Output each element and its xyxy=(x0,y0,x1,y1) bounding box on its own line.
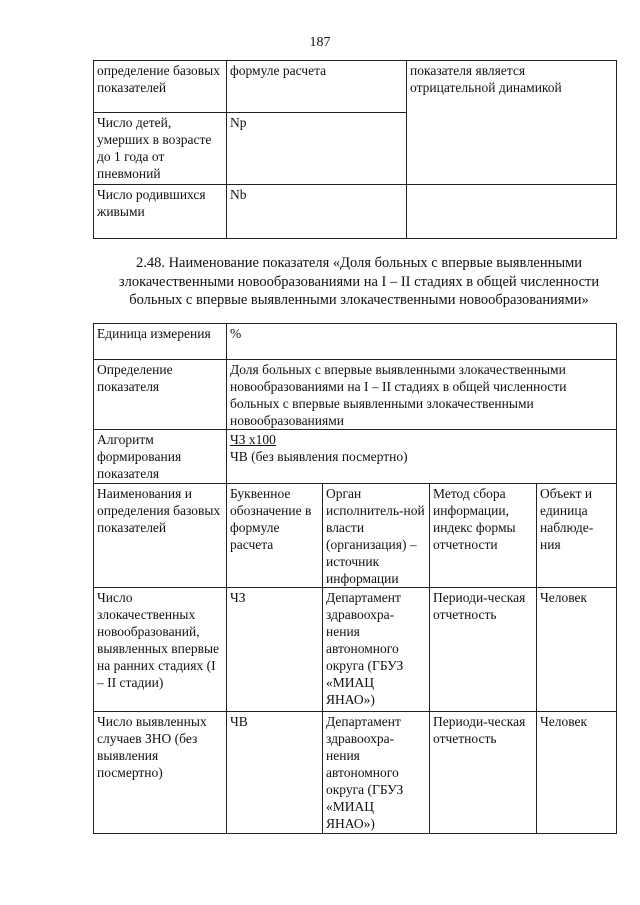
table-cell: Человек xyxy=(537,712,617,834)
formula xyxy=(227,430,617,484)
row-label: Определение показателя xyxy=(94,360,227,430)
continuation-table xyxy=(93,60,617,239)
table-cell: Периоди-ческая отчетность xyxy=(430,712,537,834)
table-cell: Человек xyxy=(537,588,617,712)
column-header: Буквенное обозначение в формуле расчета xyxy=(227,484,323,588)
formula-numerator: ЧЗ х100 xyxy=(230,432,276,447)
page-number: 187 xyxy=(309,35,331,50)
row-value: % xyxy=(227,324,617,360)
column-header: Объект и единица наблюде-ния xyxy=(537,484,617,588)
table-cell: Nb xyxy=(227,185,407,239)
table-cell: Периоди-ческая отчетность xyxy=(430,588,537,712)
table-cell: ЧЗ xyxy=(227,588,323,712)
table-cell: Число детей, умерших в возрасте до 1 года от пневмоний xyxy=(94,113,227,185)
section-heading: 2.48. Наименование показателя «Доля больных с впервые выявленными злокачественными новообразованиями на I – II стадиях в общей численности больных с впервые выявленными злокачественными новообразованиями» xyxy=(118,255,600,308)
table-cell: ЧВ xyxy=(227,712,323,834)
column-header: Наименования и определения базовых показателей xyxy=(94,484,227,588)
table-cell: показателя является отрицательной динамикой xyxy=(407,61,617,185)
table-cell: Число родившихся живыми xyxy=(94,185,227,239)
table-cell: Np xyxy=(227,113,407,185)
column-header: Метод сбора информации, индекс формы отчетности xyxy=(430,484,537,588)
table-cell xyxy=(407,185,617,239)
table-cell: Число выявленных случаев ЗНО (без выявления посмертно) xyxy=(94,712,227,834)
formula-denominator: ЧВ (без выявления посмертно) xyxy=(230,449,408,464)
table-cell: определение базовых показателей xyxy=(94,61,227,113)
row-value: Доля больных с впервые выявленными злокачественными новообразованиями на I – II стадиях в общей численности больных с впервые выявленными злокачественными новообразованиями xyxy=(227,360,617,430)
row-label: Алгоритм формирования показателя xyxy=(94,430,227,484)
table-cell: Число злокачественных новообразований, выявленных впервые на ранних стадиях (I – II стадии) xyxy=(94,588,227,712)
table-cell: Департамент здравоохра-нения автономного округа (ГБУЗ «МИАЦ ЯНАО») xyxy=(323,712,430,834)
table-cell: формуле расчета xyxy=(227,61,407,113)
column-header: Орган исполнитель-ной власти (организация) – источник информации xyxy=(323,484,430,588)
table-cell: Департамент здравоохра-нения автономного округа (ГБУЗ «МИАЦ ЯНАО») xyxy=(323,588,430,712)
indicator-table xyxy=(93,323,617,834)
row-label: Единица измерения xyxy=(94,324,227,360)
